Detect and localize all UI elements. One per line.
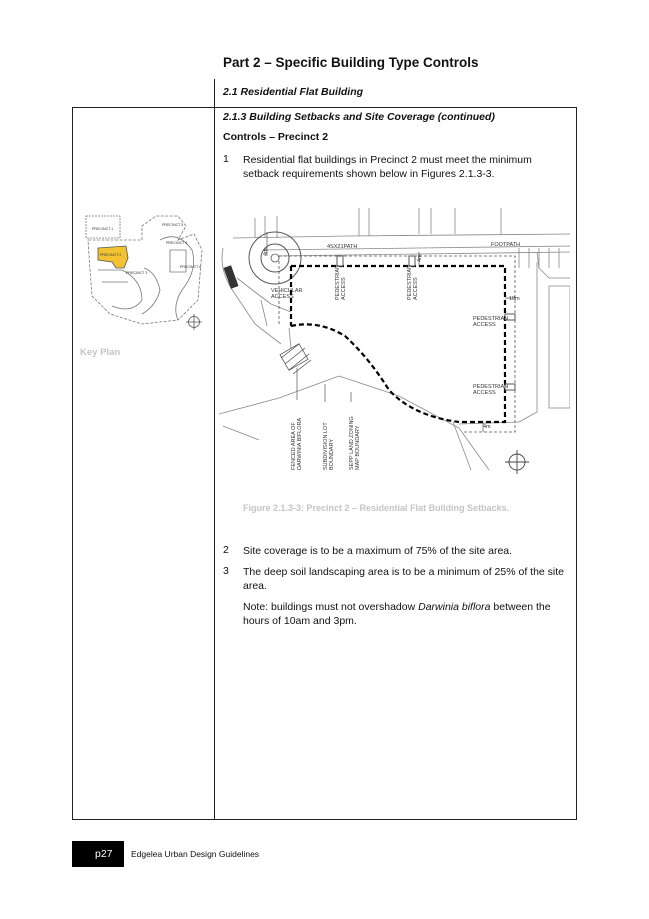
precinct-label: PRECINCT 3 (126, 271, 148, 275)
precinct-label: PRECINCT 5 (162, 223, 184, 227)
precinct-label: PRECINCT 2 (100, 253, 122, 257)
setback-label: 10m (509, 296, 520, 302)
figure-label: FOOTPATH (491, 242, 521, 248)
figure-label: SUBDIVISION LOT (323, 422, 329, 470)
figure-label: BOUNDARY (329, 438, 335, 470)
note-species: Darwinia biflora (418, 601, 491, 613)
key-plan-label: Key Plan (80, 347, 121, 358)
figure-label: ACCESS (413, 277, 419, 300)
column-divider (214, 107, 215, 820)
note-suffix: between the hours of 10am and 3pm. (243, 601, 551, 627)
figure-label: SEPP LAND ZONING (349, 416, 355, 470)
item-number: 1 (223, 153, 229, 165)
precinct-label: PRECINCT 4 (166, 241, 188, 245)
note-paragraph (243, 600, 568, 628)
setback-label: 4m (263, 248, 269, 256)
key-plan-map (82, 210, 208, 330)
column-divider-top (214, 79, 215, 107)
figure-label: PEDESTRIAN (335, 264, 341, 300)
north-arrow-icon (505, 450, 529, 474)
figure-label: DARWINIA BIFLORA (297, 417, 303, 470)
item-text: The deep soil landscaping area is to be a minimum of 25% of the site area. (243, 566, 565, 592)
setback-label: 4m (417, 254, 423, 262)
section-title: 2.1 Residential Flat Building (223, 86, 364, 98)
figure-label: MAP BOUNDARY (355, 425, 361, 470)
figure-label: ACCESS (341, 277, 347, 300)
item-text: Site coverage is to be a maximum of 75% of the site area. (243, 545, 513, 557)
part-title: Part 2 – Specific Building Type Controls (223, 55, 479, 70)
setback-label: 4m (483, 424, 491, 430)
footer-page-number: p27 (95, 848, 113, 860)
figure-caption: Figure 2.1.3-3: Precinct 2 – Residential Flat Building Setbacks. (243, 503, 510, 513)
figure-label: ACCESS (473, 390, 496, 396)
footer-title: Edgelea Urban Design Guidelines (131, 849, 260, 859)
setback-figure (219, 208, 570, 490)
item-text: Residential flat buildings in Precinct 2 must meet the minimum setback requirements shown below in Figures 2.1.3-3. (243, 154, 532, 180)
figure-label: 4SX21PATH (327, 244, 358, 250)
precinct-label: PRECINCT 6 (180, 265, 202, 269)
figure-label: ACCESS (473, 322, 496, 328)
subsection-title: 2.1.3 Building Setbacks and Site Coverage (continued) (223, 111, 495, 123)
figure-label: ACCESS (271, 294, 294, 300)
figure-label: VEHICULAR (271, 288, 303, 294)
controls-heading: Controls – Precinct 2 (223, 131, 329, 143)
item-number: 3 (223, 565, 229, 577)
north-arrow-icon (186, 314, 202, 330)
note-prefix: Note: buildings must not overshadow (243, 601, 419, 613)
figure-label: PEDESTRIAN (407, 264, 413, 300)
figure-label: PEDESTRIAN (473, 316, 509, 322)
figure-label: FENCED AREA OF (291, 422, 297, 470)
figure-label: PEDESTRIAN (473, 384, 509, 390)
item-number: 2 (223, 544, 229, 556)
precinct-label: PRECINCT 1 (92, 227, 114, 231)
